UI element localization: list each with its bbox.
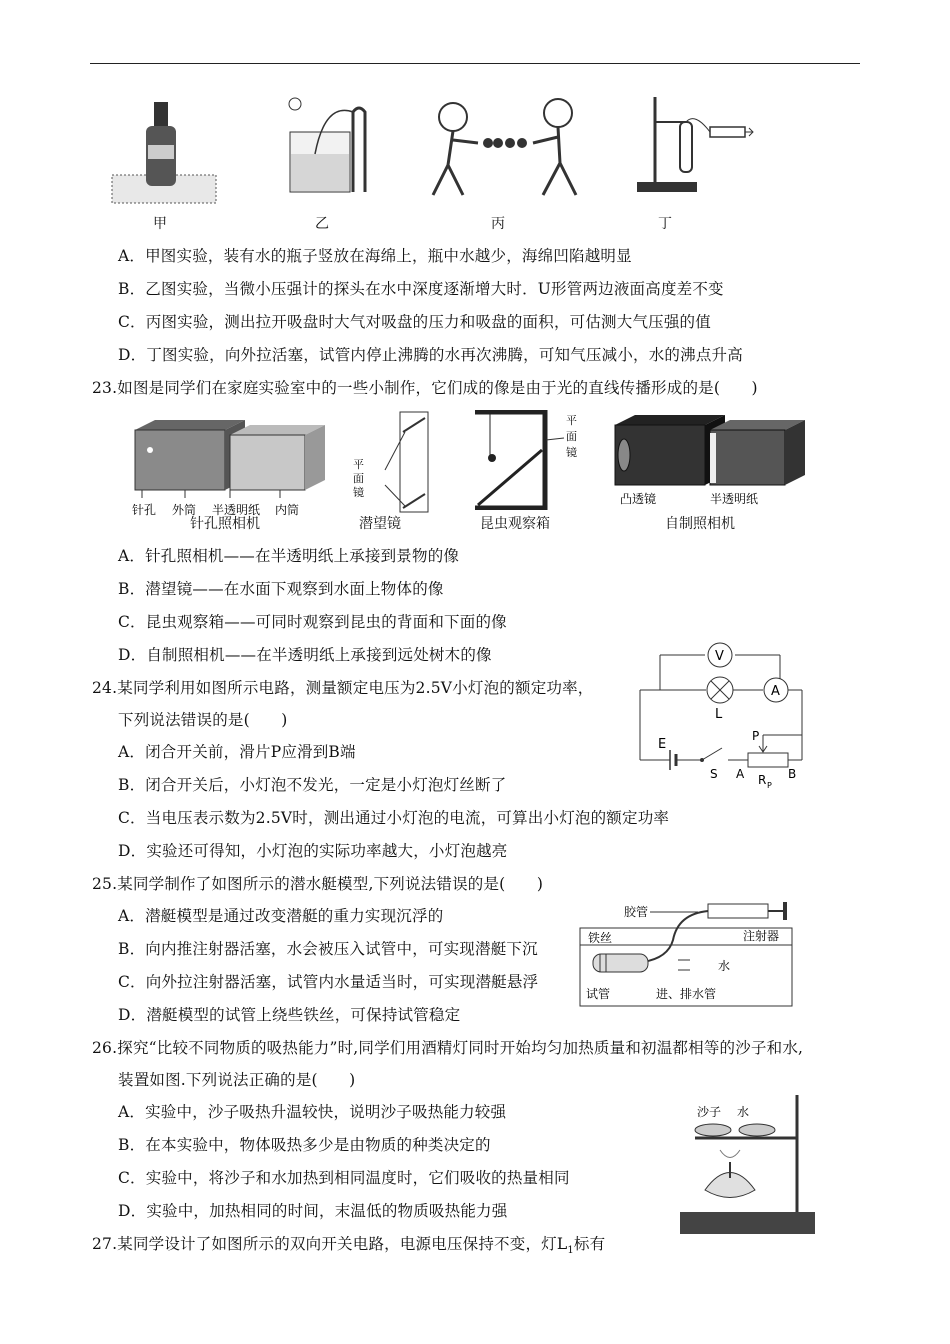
q26-option-a: A．实验中，沙子吸热升温较快，说明沙子吸热能力较强 (118, 1103, 507, 1121)
water (291, 154, 349, 191)
label-inlet-outlet-pipe: 进、排水管 (656, 987, 717, 1001)
q24-option-c: C．当电压表示数为2.5V时，测出通过小灯泡的电流，可算出小灯泡的额定功率 (118, 809, 670, 827)
rheostat-label: R (758, 773, 767, 787)
q22-label-bing: 丙 (491, 216, 505, 232)
suction-cups (483, 138, 527, 148)
syringe (710, 127, 745, 137)
q23-option-c: C．昆虫观察箱——可同时观察到昆虫的背面和下面的像 (118, 613, 507, 631)
q27-stem (92, 1234, 605, 1261)
q22-figure-yi (275, 92, 375, 207)
bottle-label (148, 145, 174, 159)
bottle-neck (154, 102, 168, 128)
q25-option-d: D．潜艇模型的试管上绕些铁丝，可保持试管稳定 (118, 1006, 461, 1024)
lamp-label: L (715, 707, 723, 722)
q27-stem-prefix: 27.某同学设计了如图所示的双向开关电路，电源电压保持不变，灯 (92, 1235, 557, 1253)
svg-text:平: 平 (353, 458, 364, 471)
label-wire: 铁丝 (588, 931, 613, 945)
svg-text:镜: 镜 (353, 486, 364, 499)
q23-figure-insect-box (470, 410, 600, 510)
stand-base (637, 182, 697, 192)
pull-arrow (745, 128, 753, 136)
q23-stem: 23.如图是同学们在家庭实验室中的一些小制作，它们成的像是由于光的直线传播形成的是( ) (92, 379, 758, 397)
svg-text:面: 面 (353, 472, 364, 485)
q24-option-a: A．闭合开关前，滑片P应滑到B端 (118, 743, 356, 761)
q25-stem: 25.某同学制作了如图所示的潜水艇模型,下列说法错误的是( ) (92, 875, 544, 893)
q22-option-d: D．丁图实验，向外拉活塞，试管内停止沸腾的水再次沸腾，可知气压减小，水的沸点升高 (118, 346, 743, 364)
switch-label: S (710, 767, 718, 781)
label-outer-tube: 外筒 (172, 503, 197, 517)
label-water: 水 (718, 959, 731, 973)
q23-option-a: A．针孔照相机——在半透明纸上承接到景物的像 (118, 547, 460, 565)
q25-option-b: B．向内推注射器活塞，水会被压入试管中，可实现潜艇下沉 (118, 940, 538, 958)
slider-label: P (752, 729, 760, 743)
q23-caption-periscope: 潜望镜 (359, 516, 401, 532)
q23-caption-pinhole-camera: 针孔照相机 (190, 516, 260, 532)
hand (289, 98, 301, 110)
q22-figure-bing (418, 95, 593, 205)
q22-option-b: B．乙图实验，当微小压强计的探头在水中深度逐渐增大时．U形管两边液面高度差不变 (118, 280, 724, 298)
girl-head (439, 103, 467, 131)
q25-figure-submarine (578, 900, 803, 1010)
ammeter-label: A (771, 684, 780, 699)
q26-stem-line1: 26.探究“比较不同物质的吸热能力”时,同学们用酒精灯同时开始均匀加热质量和初温都相等的沙子和水, (92, 1039, 804, 1057)
girl-body (433, 131, 478, 195)
q22-label-jia: 甲 (153, 216, 167, 232)
q27-lamp-sub: 1 (567, 1245, 574, 1257)
q24-stem-line1: 24.某同学利用如图所示电路，测量额定电压为2.5V小灯泡的额定功率， (92, 679, 594, 697)
boy-head (544, 99, 572, 127)
svg-text:平: 平 (566, 414, 577, 427)
q22-option-c: C．丙图实验，测出拉开吸盘时大气对吸盘的压力和吸盘的面积，可估测大气压强的值 (118, 313, 711, 331)
q26-option-b: B．在本实验中，物体吸热多少是由物质的种类决定的 (118, 1136, 491, 1154)
q22-figure-ding (635, 92, 755, 202)
end-a-label: A (736, 767, 745, 781)
q25-option-c: C．向外拉注射器活塞，试管内水量适当时，可实现潜艇悬浮 (118, 973, 539, 991)
q24-option-b: B．闭合开关后，小灯泡不发光，一定是小灯泡灯丝断了 (118, 776, 507, 794)
q22-figure-jia (110, 90, 220, 210)
q26-option-d: D．实验中，加热相同的时间，末温低的物质吸热能力强 (118, 1202, 508, 1220)
q26-stem-line2: 装置如图.下列说法正确的是( ) (118, 1071, 356, 1089)
end-b-label: B (788, 767, 797, 781)
svg-text:半透明纸: 半透明纸 (710, 492, 759, 506)
label-syringe: 注射器 (743, 929, 780, 943)
q23-option-b: B．潜望镜——在水面下观察到水面上物体的像 (118, 580, 444, 598)
label-translucent-paper: 半透明纸 (212, 503, 261, 517)
svg-text:面: 面 (566, 430, 577, 443)
top-rule (90, 63, 860, 64)
q27-stem-suffix: 标有 (573, 1235, 606, 1253)
svg-text:凸透镜: 凸透镜 (620, 492, 657, 506)
label-hose: 胶管 (624, 905, 649, 919)
q24-option-d: D．实验还可得知，小灯泡的实际功率越大，小灯泡越亮 (118, 842, 508, 860)
q23-caption-homemade-camera: 自制照相机 (665, 516, 735, 532)
q26-figure-heating-setup (675, 1080, 825, 1240)
svg-text:镜: 镜 (566, 446, 577, 459)
q23-figure-periscope (345, 410, 445, 515)
q24-figure-circuit (630, 640, 810, 800)
q23-caption-insect-box: 昆虫观察箱 (480, 516, 550, 532)
label-inner-tube: 内筒 (275, 503, 300, 517)
label-test-tube: 试管 (586, 987, 611, 1001)
test-tube (680, 122, 692, 172)
label-pinhole: 针孔 (132, 503, 157, 517)
q23-figure-homemade-camera (610, 413, 810, 508)
rheostat-sub-label: P (767, 781, 772, 790)
u-tube (353, 108, 365, 192)
voltmeter-label: V (715, 649, 724, 664)
tube (686, 119, 710, 132)
q22-label-ding: 丁 (658, 216, 672, 232)
boy-body (533, 127, 576, 195)
label-water: 水 (737, 1105, 750, 1119)
q24-stem-line2: 下列说法错误的是( ) (118, 711, 288, 729)
q22-option-a: A．甲图实验，装有水的瓶子竖放在海绵上，瓶中水越少，海绵凹陷越明显 (118, 247, 632, 265)
q27-lamp: L (556, 1235, 568, 1253)
q22-label-yi: 乙 (315, 216, 329, 232)
source-label: E (658, 737, 667, 752)
label-sand: 沙子 (697, 1105, 722, 1119)
q25-option-a: A．潜艇模型是通过改变潜艇的重力实现沉浮的 (118, 907, 444, 925)
q26-option-c: C．实验中，将沙子和水加热到相同温度时，它们吸收的热量相同 (118, 1169, 570, 1187)
q23-option-d: D．自制照相机——在半透明纸上承接到远处树木的像 (118, 646, 492, 664)
